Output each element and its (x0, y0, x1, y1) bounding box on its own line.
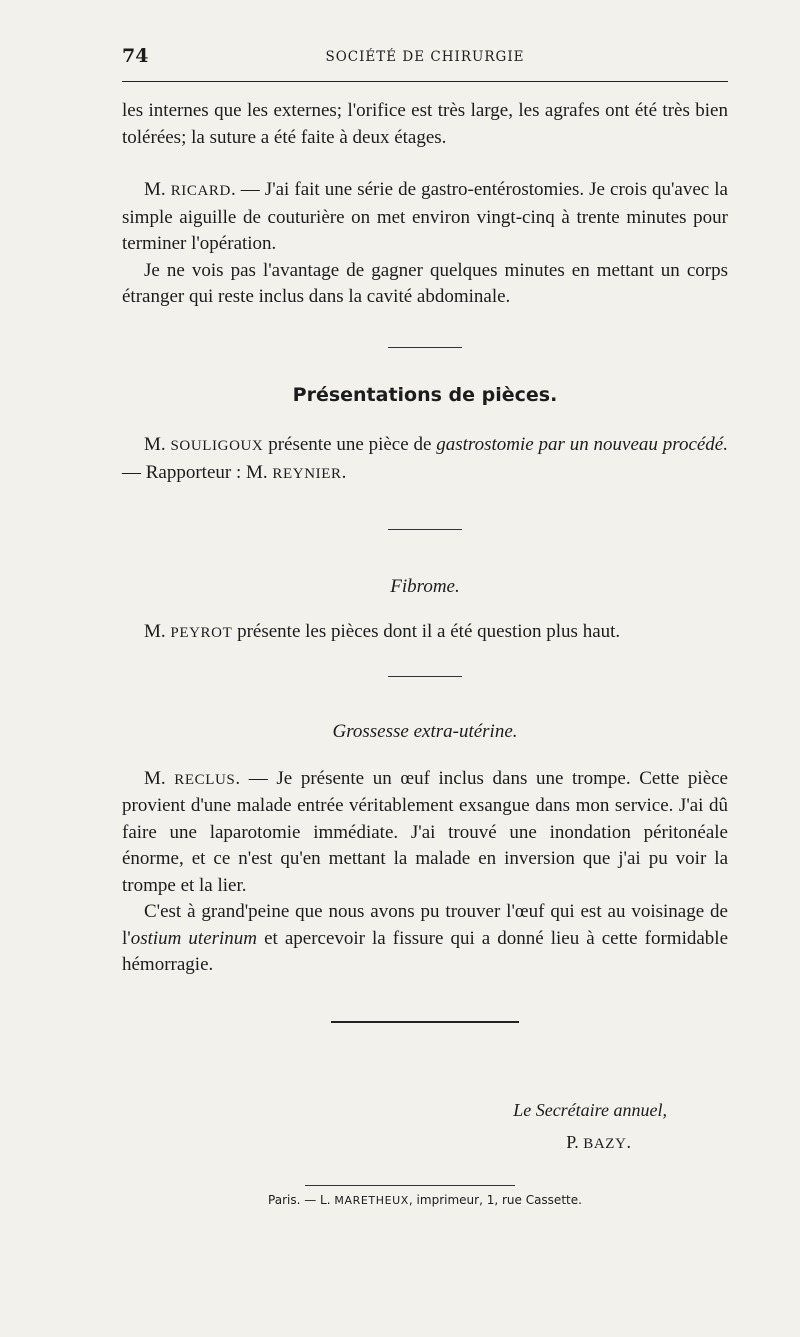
paragraph-text: et apercevoir la fissure qui a donné lieu à cette formidable hémorragie. (122, 927, 729, 975)
paragraph-italic: ostium uterinum (130, 927, 258, 949)
section-heading: Présentations de pièces. (292, 383, 558, 406)
page-body (122, 98, 728, 1023)
paragraph-text: présente une pièce de (263, 434, 437, 455)
paragraph-ricard (122, 177, 728, 258)
paragraph-text: présente les pièces dont il a été question plus haut. (232, 620, 621, 642)
speaker-name: RECLUS (174, 771, 236, 788)
paragraph-text: C'est à grand'peine que nous avons pu trouver l'œuf qui est au voisinage de l' (122, 901, 728, 949)
paragraph-peyrot (122, 619, 728, 647)
printer-imprint (122, 1193, 728, 1207)
imprint-prefix: Paris. — L. (268, 1193, 335, 1207)
speaker-prefix: M. (144, 179, 171, 200)
paragraph-reclus-2 (122, 899, 728, 979)
running-title: SOCIÉTÉ DE CHIRURGIE (325, 49, 525, 65)
signature-name: BAZY (583, 1136, 627, 1152)
divider (388, 529, 462, 530)
speaker-name: PEYROT (170, 624, 233, 641)
divider (388, 676, 462, 677)
page-header (122, 40, 728, 74)
paragraph-ricard-2: Je ne vois pas l'avantage de gagner quelques minutes en mettant un corps étranger qui reste inclus dans la cavité abdominale. (122, 259, 728, 307)
section-subheading: Grossesse extra-utérine. (332, 721, 518, 742)
divider (388, 347, 462, 348)
paragraph-text: — Rapporteur : M. (122, 461, 273, 483)
speaker-prefix: M. (144, 620, 171, 642)
page-number: 74 (122, 45, 149, 67)
paragraph-souligoux (122, 432, 728, 487)
imprint-suffix: , imprimeur, 1, rue Cassette. (408, 1193, 582, 1207)
paragraph-italic: gastrostomie par un nouveau procédé. (436, 434, 728, 455)
speaker-name: SOULIGOUX (170, 438, 264, 454)
signature-name-line (122, 1126, 667, 1160)
period: . (341, 461, 347, 483)
signature-initial: P. (566, 1132, 584, 1152)
paragraph-reclus (122, 766, 728, 900)
speaker-prefix: M. (144, 767, 175, 789)
period: . (626, 1132, 631, 1152)
end-rule (331, 1021, 519, 1023)
footer-rule (305, 1185, 515, 1186)
printer-name: MARETHEUX (334, 1194, 409, 1207)
paragraph-text: . — Je présente un œuf inclus dans une trompe. Cette pièce provient d'une malade entrée véritablement exsangue dans mon service. J'ai dû faire une laparotomie immédiate. J'ai trouvé une inondation péritonéale énorme, et ce n'est qu'en mettant la malade en inversion que j'ai pu voir la trompe et la lier. (122, 767, 728, 896)
rapporteur-name: REYNIER (272, 465, 342, 482)
speaker-name: RICARD (170, 183, 231, 199)
header-rule (122, 81, 728, 82)
paragraph-continuation: les internes que les externes; l'orifice est très large, les agrafes ont été très bien tolérées; la suture a été faite à deux étages. (122, 100, 728, 148)
paragraph-text: . — J'ai fait une série de gastro-entérostomies. Je crois qu'avec la simple aiguille de couturière on met environ vingt-cinq à trente minutes pour terminer l'opération. (122, 179, 728, 254)
speaker-prefix: M. (144, 434, 171, 455)
section-subheading: Fibrome. (390, 576, 460, 597)
signature-block (122, 1094, 667, 1160)
signature-title: Le Secrétaire annuel, (513, 1100, 667, 1120)
